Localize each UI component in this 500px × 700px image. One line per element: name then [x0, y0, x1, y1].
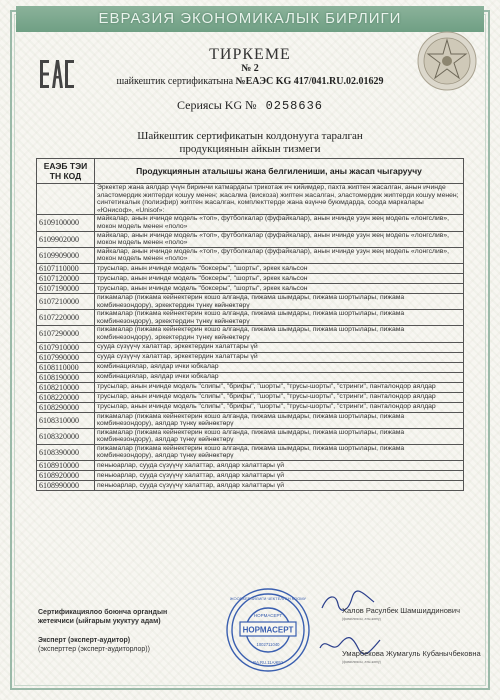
series-number: 0258636	[265, 99, 323, 113]
row-description: майкалар, анын ичинде модель «топ», футболкалар (фуфайкалар), анын ичинде узун жең модель «лонгслив», мокон модель менен «поло»	[95, 247, 464, 263]
subtitle	[0, 130, 500, 156]
row-code: 6107220000	[37, 310, 95, 326]
appendix-number: № 2	[241, 63, 259, 74]
table-row	[37, 326, 464, 342]
head-name: Халов Расулбек Шамшиддинович	[342, 606, 461, 615]
stamp-reg-text: RA.RU.11АЖ92	[253, 660, 283, 665]
table-row	[37, 362, 464, 372]
table-row	[37, 231, 464, 247]
table-row	[37, 283, 464, 293]
row-description: трусылар, анын ичинде модель "боксеры", "шорты", эркек кальсон	[95, 273, 464, 283]
table-row	[37, 471, 464, 481]
stamp-seal-icon	[224, 586, 312, 674]
row-description: пижамалар (пижама кейнектерин кошо алганда, пижама шымдары, пижама шортылары, пижама комбинезондору), аялдар түнкү көйнөктөрү	[95, 444, 464, 460]
header-code: ЕАЭБ ТЭИ ТН КОД	[37, 159, 95, 184]
table-row	[37, 428, 464, 444]
row-code: 6108390000	[37, 444, 95, 460]
row-description: суудa сүзүүчү халаттар, эркектердин халаттары үй	[95, 342, 464, 352]
row-description: комбинациялар, аялдар ички юбкалар	[95, 362, 464, 372]
cert-prefix: шайкештик сертификатына	[116, 76, 236, 87]
subtitle-line-2: продукциянын айкын тизмеги	[179, 143, 321, 155]
row-description: трусылар, анын ичинде модель "слипы", "брифы", "шорты", "трусы-шорты", "стринги", панталондор аялдар	[95, 392, 464, 402]
row-description: трусылар, анын ичинде модель "слипы", "брифы", "шорты", "трусы-шорты", "стринги", панталондор аялдар	[95, 382, 464, 392]
table-row	[37, 412, 464, 428]
product-table	[36, 158, 464, 491]
row-code: 6107290000	[37, 326, 95, 342]
row-description: майкалар, анын ичинде модель «топ», футболкалар (фуфайкалар), анын ичинде узун жең модель «лонгслив», мокон модель менен «поло»	[95, 215, 464, 231]
row-description: суудa сүзүүчү халаттар, эркектердин халаттары үй	[95, 352, 464, 362]
expert-label-2: (эксперттер (эксперт-аудиторлор))	[38, 645, 150, 653]
stamp-num-text: 1002711040	[256, 642, 280, 647]
expert-label-1: Эксперт (эксперт-аудитор)	[38, 637, 131, 644]
row-code: 6107190000	[37, 283, 95, 293]
cert-number: №ЕАЭС KG 417/041.RU.02.01629	[235, 76, 384, 87]
signatory-names	[342, 606, 481, 664]
header-description: Продукциянын аталышы жана белгилениши, аны жасап чыгаруучу	[95, 159, 464, 184]
head-label-1: Сертификациялоо боюнча органдын	[38, 609, 168, 616]
stamp-top-text: ЖООПКЕРЧИЛИГИ ЧЕКТЕЛГЕН КООМУ	[229, 596, 307, 601]
row-description: пеньюарлар, сууда сүзүүчү халаттар, аялдар халаттары үй	[95, 481, 464, 491]
row-description: майкалар, анын ичинде модель «топ», футболкалар (фуфайкалар), анын ичинде узун жең модель «лонгслив», мокон модель менен «поло»	[95, 231, 464, 247]
header-banner: ЕВРАЗИЯ ЭКОНОМИКАЛЫК БИРЛИГИ	[16, 6, 484, 32]
table-row	[37, 444, 464, 460]
table-row	[37, 382, 464, 392]
row-code: 6108190000	[37, 372, 95, 382]
stamp-mid-text: НОРМАСЕРТ	[253, 613, 283, 618]
row-code: 6108220000	[37, 392, 95, 402]
row-code: 6109902000	[37, 231, 95, 247]
signatories-labels	[38, 609, 167, 654]
table-row	[37, 293, 464, 309]
row-code: 6109909000	[37, 247, 95, 263]
row-code: 6108910000	[37, 461, 95, 471]
document-title: ТИРКЕМЕ	[209, 46, 291, 63]
certificate-reference	[0, 76, 500, 87]
row-code: 6107210000	[37, 293, 95, 309]
table-row	[37, 247, 464, 263]
row-description: комбинациялар, аялдар ички юбкалар	[95, 372, 464, 382]
table-row	[37, 215, 464, 231]
table-header-row	[37, 159, 464, 184]
table-row	[37, 263, 464, 273]
table-row	[37, 461, 464, 471]
row-code: 6108990000	[37, 481, 95, 491]
table-row	[37, 342, 464, 352]
table-row	[37, 273, 464, 283]
table-row	[37, 402, 464, 412]
row-description: трусылар, анын ичинде модель "боксеры", "шорты", эркек кальсон	[95, 283, 464, 293]
table-row	[37, 372, 464, 382]
row-code: 6108310000	[37, 412, 95, 428]
row-description: пижамалар (пижама кейнектерин кошо алганда, пижама шымдары, пижама шортылары, пижама комбинезондору), аялдар түнкү көйнөктөрү	[95, 428, 464, 444]
row-code: 6107990000	[37, 352, 95, 362]
row-code: 6108320000	[37, 428, 95, 444]
row-description: пижамалар (пижама кейнектерин кошо алганда, пижама шымдары, пижама шортылары, пижама комбинезондору), эркектердин түнкү көйнөктөрү	[95, 293, 464, 309]
row-code: 6108920000	[37, 471, 95, 481]
row-code: 6107110000	[37, 263, 95, 273]
row-description: трусылар, анын ичинде модель "боксеры", "шорты", эркек кальсон	[95, 263, 464, 273]
row-code: 6107910000	[37, 342, 95, 352]
subtitle-line-1: Шайкештик сертификатын колдонууга таралган	[137, 130, 363, 142]
row-description: пижамалар (пижама кейнектерин кошо алганда, пижама шымдары, пижама шортылары, пижама комбинезондору), эркектердин түнкү көйнөктөрү	[95, 310, 464, 326]
row-code: 6108210000	[37, 382, 95, 392]
head-label-2: жетекчиси (ыйгарым укуктуу адам)	[38, 617, 161, 625]
row-description: пеньюарлар, сууда сүзүүчү халаттар, аялдар халаттары үй	[95, 461, 464, 471]
table-row	[37, 392, 464, 402]
row-code: 6107120000	[37, 273, 95, 283]
row-code: 6108110000	[37, 362, 95, 372]
row-description: Эркектер жана аялдар үчүн биринчи катмардагы трикотаж ич кийимдер, пахта жиптен жасалган, анын ичинде эластомердик жиптерди кошуу менен; жасалма (вискоза) жиптен жасалган, эластомердик жиптерди кошуу менен; синтетикалык (полиэфир) жиптен жасалган, комплекттерде жана өзүнчө буюмдарда, соода маркалары «Юнисоф», «Unisof»:	[95, 184, 464, 215]
table-row	[37, 352, 464, 362]
row-description: пижамалар (пижама кейнектерин кошо алганда, пижама шымдары, пижама шортылары, пижама комбинезондору), эркектердин түнкү көйнөктөрү	[95, 326, 464, 342]
row-description: пеньюарлар, сууда сүзүүчү халаттар, аялдар халаттары үй	[95, 471, 464, 481]
row-description: трусылар, анын ичинде модель "слипы", "брифы", "шорты", "трусы-шорты", "стринги", панталондор аялдар	[95, 402, 464, 412]
expert-name: Умарбекова Жумагуль Кубанычбековна	[342, 649, 481, 658]
row-code: 6109100000	[37, 215, 95, 231]
head-name-caption: (фамилиясы, аты-жөнү)	[342, 617, 381, 621]
row-code	[37, 184, 95, 215]
table-row	[37, 481, 464, 491]
series-label: Сериясы KG №	[176, 98, 257, 112]
row-code: 6108290000	[37, 402, 95, 412]
table-row	[37, 310, 464, 326]
row-description: пижамалар (пижама кейнектерин кошо алганда, пижама шымдары, пижама шортылары, пижама комбинезондору), аялдар түнкү көйнөктөрү	[95, 412, 464, 428]
table-row	[37, 184, 464, 215]
stamp-center-text: НОРМАСЕРТ	[242, 625, 294, 635]
expert-name-caption: (фамилиясы, аты-жөнү)	[342, 660, 381, 664]
series-line	[0, 98, 500, 113]
